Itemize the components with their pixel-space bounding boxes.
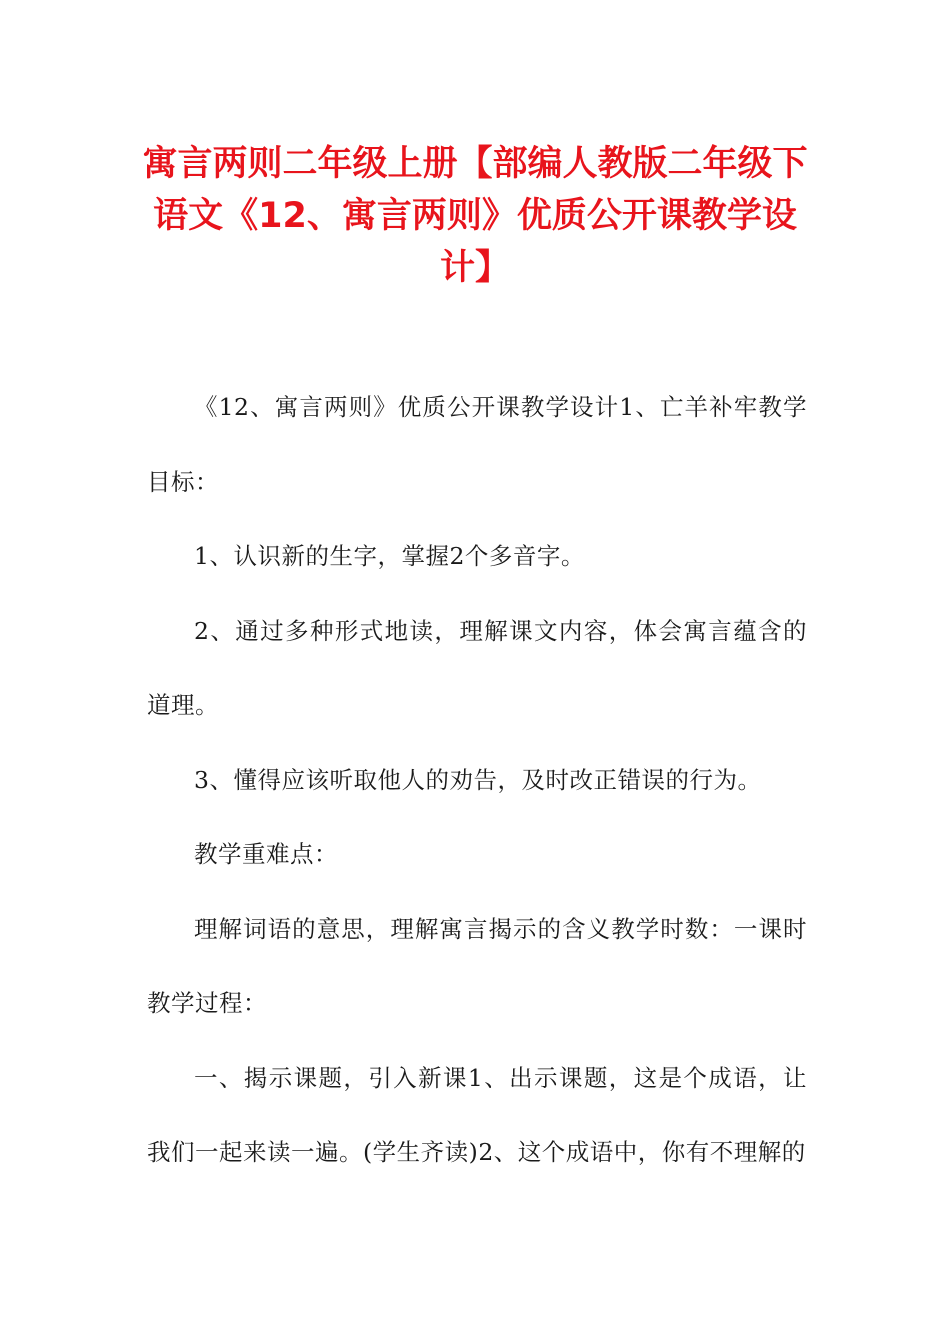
paragraph-process-step-1: 一、揭示课题，引入新课1、出示课题，这是个成语，让我们一起来读一遍。(学生齐读)2、这个成语中，你有不理解的 xyxy=(147,1063,807,1166)
document-body xyxy=(147,370,807,1190)
paragraph-key-points: 理解词语的意思，理解寓言揭示的含义教学时数：一课时教学过程： xyxy=(147,914,807,1017)
paragraph-goal-1: 1、认识新的生字，掌握2个多音字。 xyxy=(194,542,585,570)
paragraph-goal-2: 2、通过多种形式地读，理解课文内容，体会寓言蕴含的道理。 xyxy=(147,616,807,719)
paragraph-goal-3: 3、懂得应该听取他人的劝告，及时改正错误的行为。 xyxy=(194,765,762,794)
paragraph-key-points-heading: 教学重难点： xyxy=(194,840,338,868)
document-title: 寓言两则二年级上册【部编人教版二年级下语文《12、寓言两则》优质公开课教学设计】 xyxy=(142,144,808,288)
paragraph-intro: 《12、寓言两则》优质公开课教学设计1、亡羊补牢教学目标： xyxy=(147,393,807,496)
